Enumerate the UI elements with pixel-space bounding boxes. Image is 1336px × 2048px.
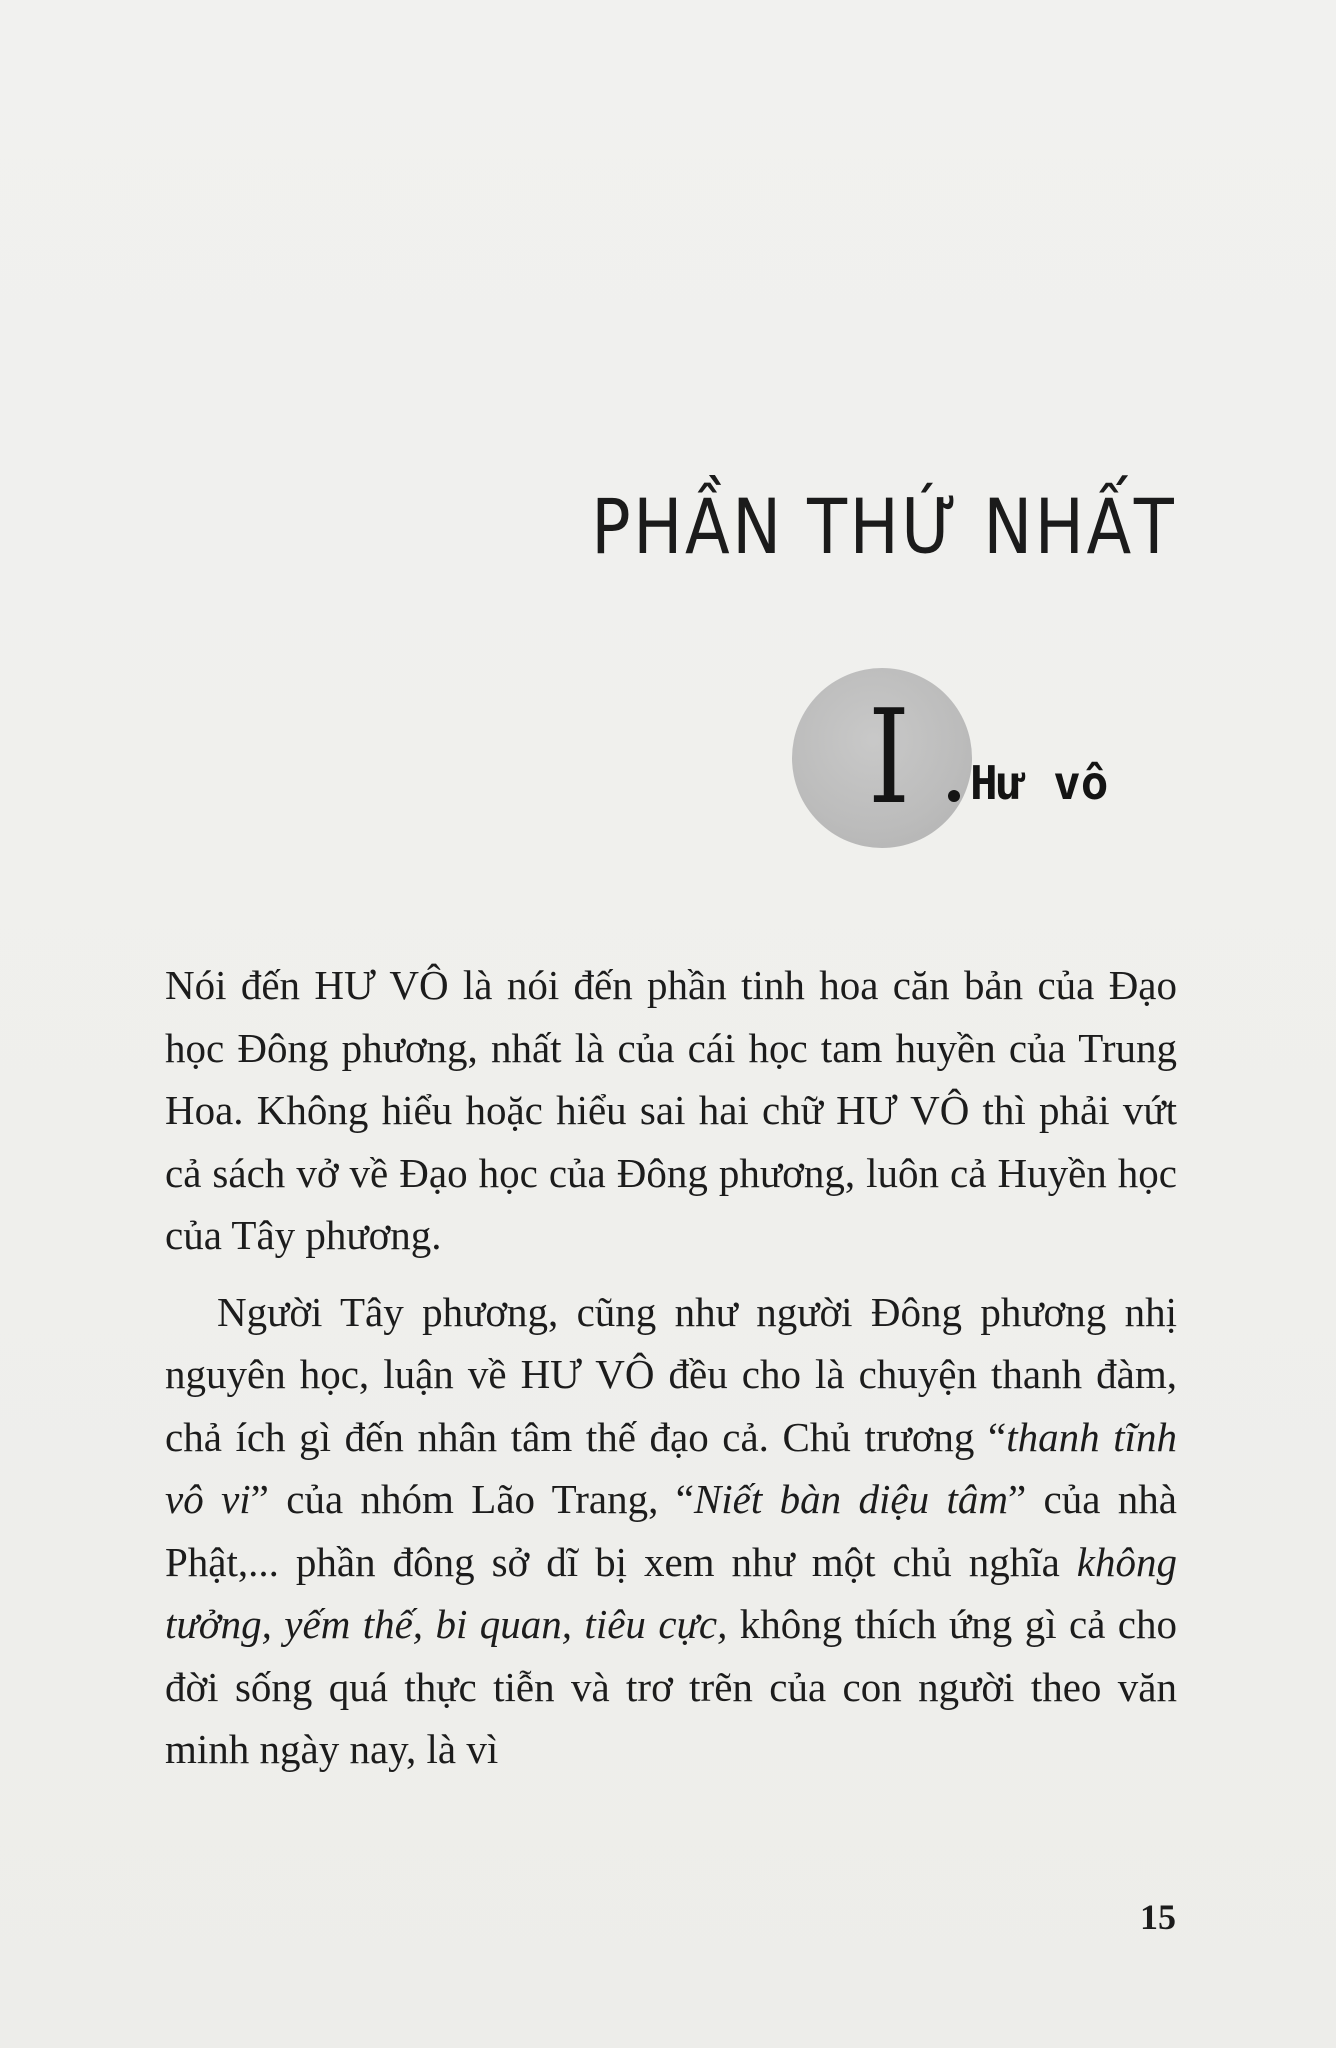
- italic-phrase: thanh tĩnh vô vi: [165, 1413, 1177, 1522]
- paragraph-2-text: không thích ứng gì cả cho đời sống quá thực tiễn và trơ trẽn của con người theo văn minh ngày nay, là vì: [165, 1601, 1178, 1772]
- chapter-heading: [756, 668, 1176, 848]
- part-title: PHẦN THỨ NHẤT: [590, 482, 1176, 571]
- paragraph-1: Nói đến HƯ VÔ là nói đến phần tinh hoa căn bản của Đạo học Đông phương, nhất là của cái học tam huyền của Trung Hoa. Không hiểu hoặc hiểu sai hai chữ HƯ VÔ thì phải vứt cả sách vở về Đạo học của Đông phương, luôn cả Huyền học của Tây phương.: [165, 962, 1177, 1258]
- paragraph-2: [165, 1281, 1177, 1781]
- italic-phrase: không tưởng, yếm thế, bi quan, tiêu cực,: [165, 1538, 1177, 1647]
- paragraph-2-text: ” của nhóm Lão Trang, “: [250, 1476, 694, 1522]
- chapter-numeral-dot: [948, 790, 960, 802]
- chapter-title: Hư vô: [970, 756, 1109, 810]
- paragraph-2-text: Người Tây phương, cũng như người Đông phương nhị nguyên học, luận về HƯ VÔ đều cho là chuyện thanh đàm, chả ích gì đến nhân tâm thế đạo cả. Chủ trương “: [165, 1288, 1177, 1460]
- page-number: 15: [1140, 1897, 1176, 1937]
- body-text: [165, 954, 1177, 1781]
- paragraph-2-text: ” của nhà Phật,... phần đông sở dĩ bị xem như một chủ nghĩa: [165, 1476, 1178, 1585]
- italic-phrase: Niết bàn diệu tâm: [693, 1476, 1008, 1522]
- chapter-numeral: I: [868, 681, 911, 833]
